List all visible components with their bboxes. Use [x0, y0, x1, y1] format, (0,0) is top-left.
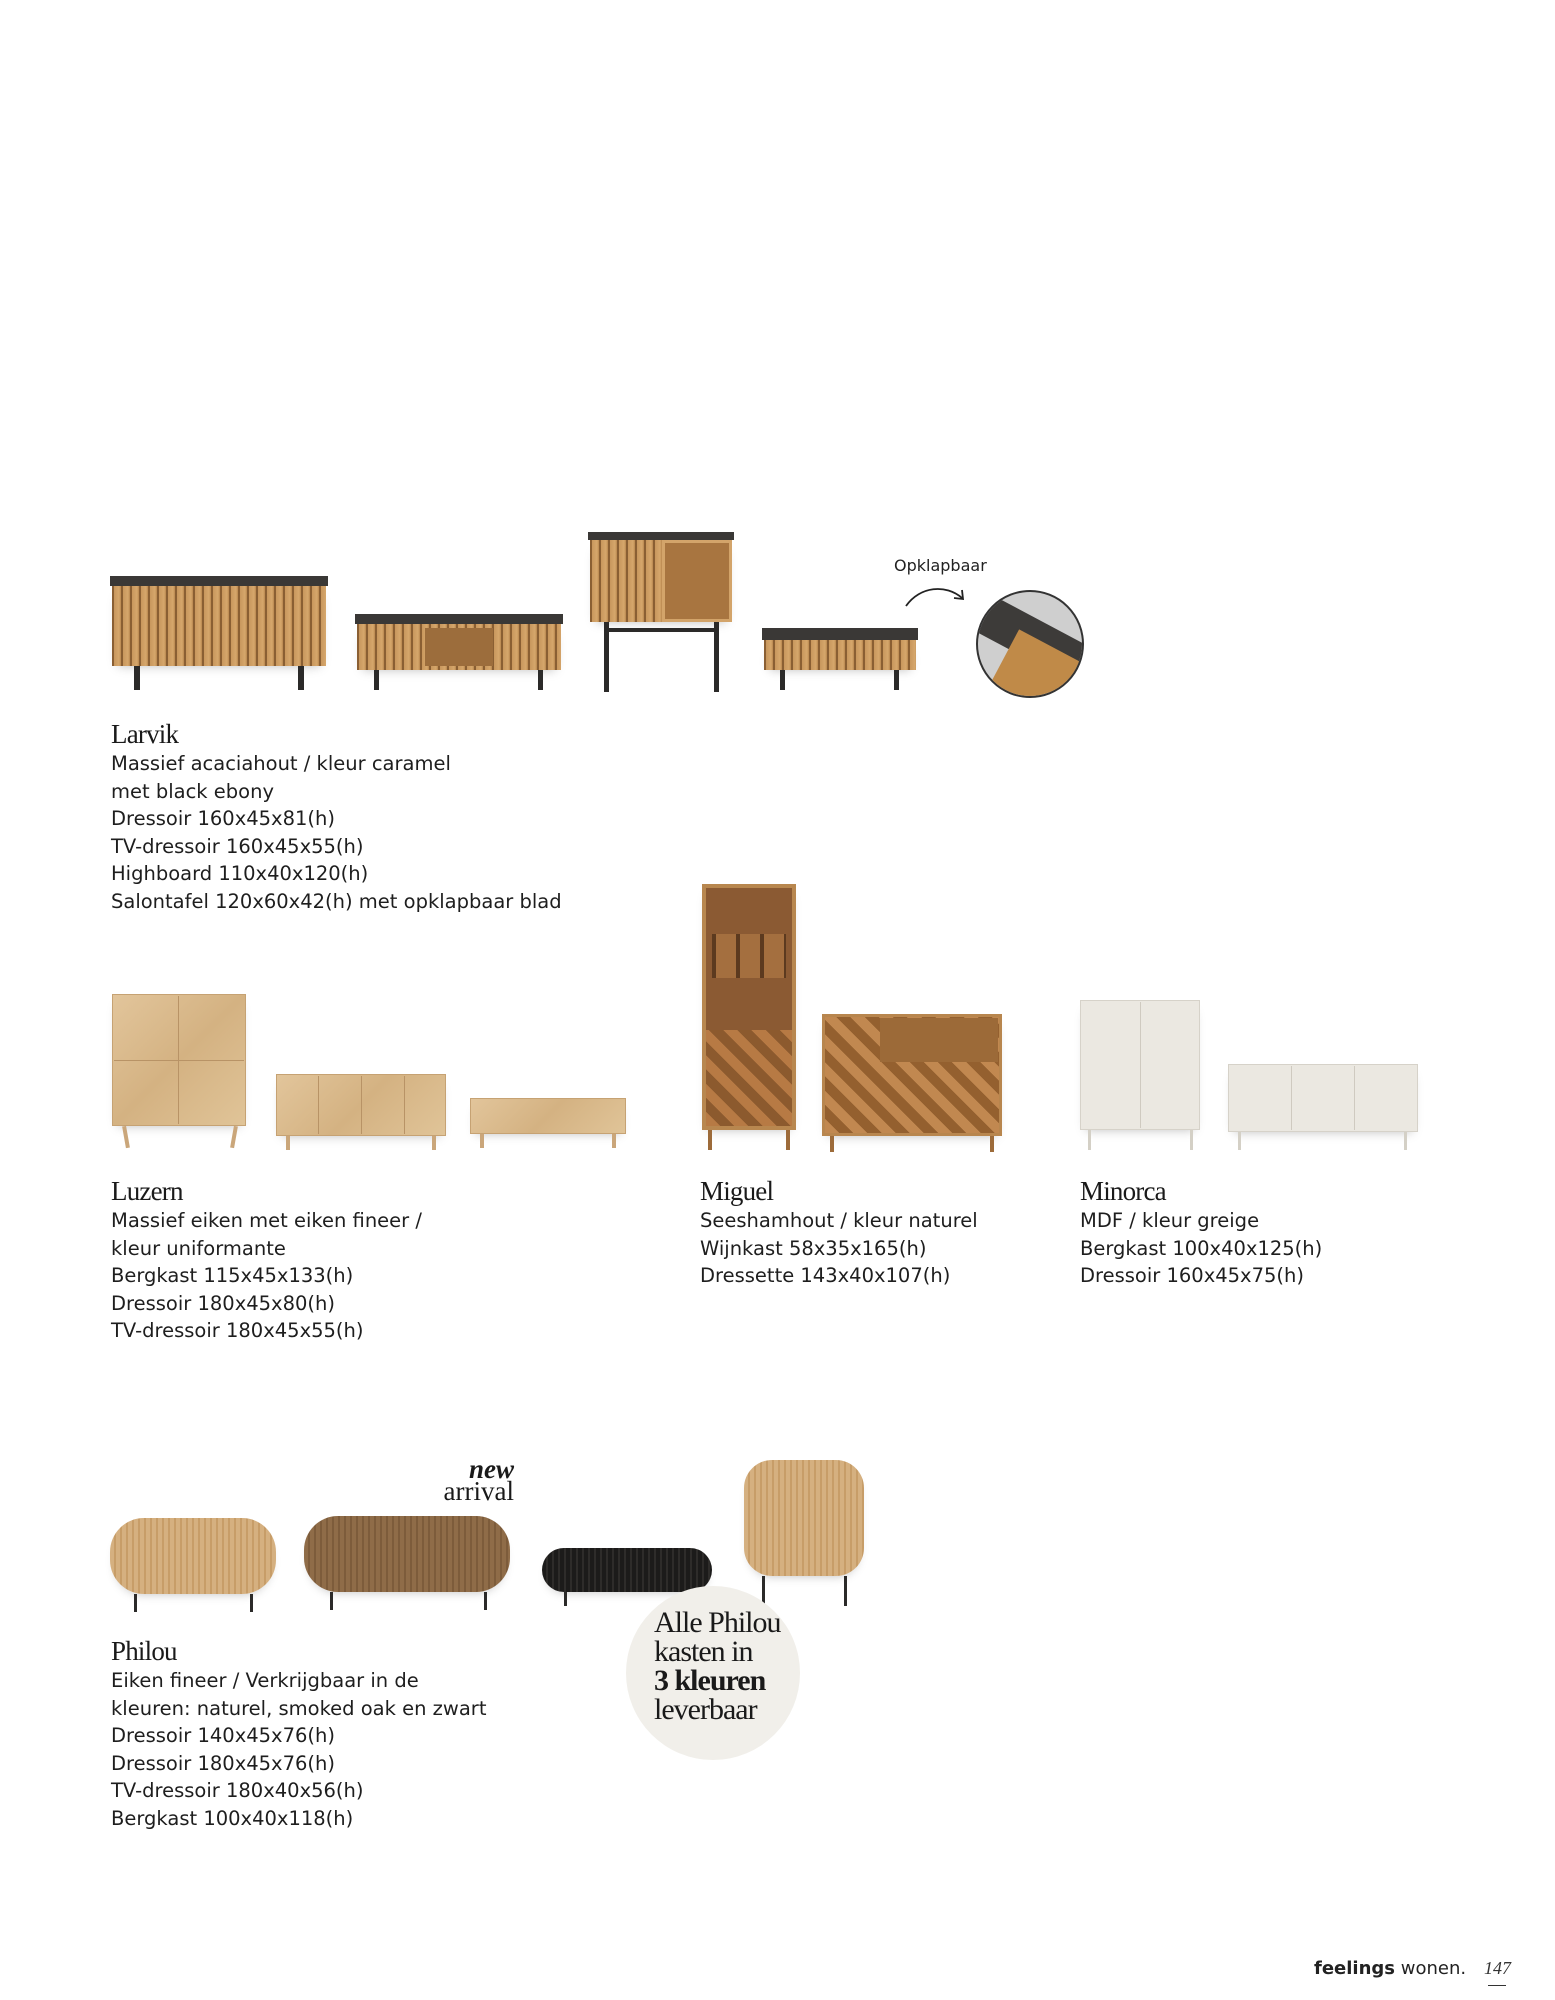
product-line: kleuren: naturel, smoked oak en zwart [111, 1696, 487, 1720]
salontafel-detail-circle [976, 590, 1084, 698]
philou-dressoir-leg [330, 1592, 333, 1610]
larvik-tv-dressoir-leg [538, 670, 543, 690]
luzern-dressoir-divider [361, 1076, 362, 1134]
larvik-salontafel [764, 640, 916, 670]
page-number: 147 [1484, 1958, 1511, 1978]
philou-dressoir-leg [844, 1576, 847, 1606]
badge-line: 3 kleuren [654, 1664, 766, 1697]
philou-dressoir-leg [250, 1594, 253, 1612]
product-miguel [700, 1175, 978, 1290]
opklapbaar-label: Opklapbaar [894, 556, 987, 575]
curved-arrow-icon [902, 580, 972, 616]
product-name: Philou [111, 1636, 177, 1666]
miguel-dressette-shelf [880, 1018, 998, 1062]
product-line: Salontafel 120x60x42(h) met opklapbaar blad [111, 889, 562, 913]
product-philou [111, 1635, 486, 1832]
product-luzern [111, 1175, 422, 1345]
product-line: Bergkast 100x40x125(h) [1080, 1236, 1323, 1260]
philou-dressoir-leg [484, 1592, 487, 1610]
luzern-dressoir-divider [318, 1076, 319, 1134]
footer-brand [1314, 1958, 1466, 1979]
luzern-bergkast-leg [230, 1126, 238, 1148]
luzern-dressoir-leg [432, 1136, 436, 1150]
minorca-bergkast-leg [1088, 1130, 1091, 1150]
luzern-bergkast-divider [114, 1060, 244, 1061]
philou-dressoir-leg [564, 1592, 567, 1606]
miguel-dressette-leg [830, 1136, 834, 1152]
product-name: Miguel [700, 1176, 774, 1206]
product-line: Dressoir 160x45x81(h) [111, 807, 335, 830]
larvik-highboard-leg [714, 622, 719, 692]
minorca-bergkast-leg [1190, 1130, 1193, 1150]
philou-dressoir-leg [134, 1594, 137, 1612]
minorca-dressoir-leg [1238, 1132, 1241, 1150]
larvik-tv-dressoir-shelf [425, 628, 493, 666]
larvik-dressoir-leg [134, 666, 140, 690]
philou-dressoir-180 [304, 1516, 510, 1592]
miguel-wijnkast-rack [712, 934, 786, 978]
minorca-dressoir-divider [1354, 1066, 1355, 1130]
product-line: TV-dressoir 180x45x55(h) [111, 1319, 364, 1342]
product-line: Dressoir 180x45x76(h) [111, 1751, 335, 1775]
product-line: TV-dressoir 180x40x56(h) [111, 1779, 364, 1802]
badge-line: Alle Philou [654, 1606, 781, 1639]
product-line: Bergkast 100x40x118(h) [111, 1806, 354, 1830]
product-name: Minorca [1080, 1176, 1166, 1206]
new-arrival-line: new [468, 1454, 514, 1484]
minorca-dressoir [1228, 1064, 1418, 1132]
larvik-salontafel-leg [894, 670, 899, 690]
product-line: Dressoir 160x45x75(h) [1080, 1264, 1304, 1287]
larvik-salontafel-leg [780, 670, 785, 690]
luzern-bergkast-leg [122, 1126, 130, 1148]
product-line: kleur uniformante [111, 1236, 286, 1260]
product-line: Wijnkast 58x35x165(h) [700, 1236, 927, 1260]
minorca-dressoir-leg [1404, 1132, 1407, 1150]
product-line: Massief acaciahout / kleur caramel [111, 752, 451, 775]
page-number-underline [1488, 1985, 1506, 1986]
philou-tv-dressoir [542, 1548, 712, 1592]
larvik-dressoir-leg [298, 666, 304, 690]
product-line: Seeshamhout / kleur naturel [700, 1209, 978, 1232]
minorca-bergkast-divider [1140, 1002, 1141, 1128]
luzern-tv-dressoir [470, 1098, 626, 1134]
larvik-dressoir-top [110, 576, 328, 586]
badge-line: leverbaar [654, 1693, 757, 1726]
product-line: MDF / kleur greige [1080, 1209, 1260, 1232]
product-name: Luzern [111, 1176, 183, 1206]
miguel-wijnkast-door [706, 1030, 792, 1126]
product-line: Eiken fineer / Verkrijgbaar in de [111, 1669, 419, 1692]
larvik-tv-dressoir-top [355, 614, 563, 624]
product-line: Dressoir 140x45x76(h) [111, 1724, 335, 1747]
product-line: Highboard 110x40x120(h) [111, 862, 369, 885]
larvik-tv-dressoir-leg [374, 670, 379, 690]
larvik-highboard-bar [604, 628, 719, 632]
product-line: met black ebony [111, 779, 274, 803]
badge-line: kasten in [654, 1635, 753, 1668]
philou-color-badge-text [654, 1608, 781, 1724]
larvik-salontafel-top [762, 628, 918, 640]
product-larvik [111, 718, 562, 915]
product-name: Larvik [111, 719, 179, 749]
miguel-dressette-leg [990, 1136, 994, 1152]
product-line: Dressoir 180x45x80(h) [111, 1291, 335, 1315]
luzern-dressoir-divider [404, 1076, 405, 1134]
product-line: Bergkast 115x45x133(h) [111, 1264, 354, 1287]
footer-brand-bold: feelings [1314, 1958, 1395, 1979]
new-arrival-line: arrival [443, 1476, 514, 1506]
footer-brand-rest: wonen. [1400, 1958, 1467, 1979]
larvik-dressoir [112, 586, 326, 666]
luzern-tv-dressoir-leg [480, 1134, 484, 1148]
larvik-highboard-shelves [662, 540, 732, 622]
larvik-highboard-leg [604, 622, 609, 692]
luzern-tv-dressoir-leg [612, 1134, 616, 1148]
philou-bergkast [744, 1460, 864, 1576]
product-line: Dressette 143x40x107(h) [700, 1264, 951, 1287]
miguel-wijnkast-leg [708, 1130, 712, 1150]
philou-dressoir-140 [110, 1518, 276, 1594]
miguel-wijnkast-leg [786, 1130, 790, 1150]
new-arrival-label [438, 1454, 514, 1506]
larvik-highboard-top [588, 532, 734, 540]
product-line: Massief eiken met eiken fineer / [111, 1209, 422, 1232]
minorca-dressoir-divider [1291, 1066, 1292, 1130]
product-minorca [1080, 1175, 1322, 1290]
product-line: TV-dressoir 160x45x55(h) [111, 834, 364, 858]
luzern-dressoir-leg [286, 1136, 290, 1150]
